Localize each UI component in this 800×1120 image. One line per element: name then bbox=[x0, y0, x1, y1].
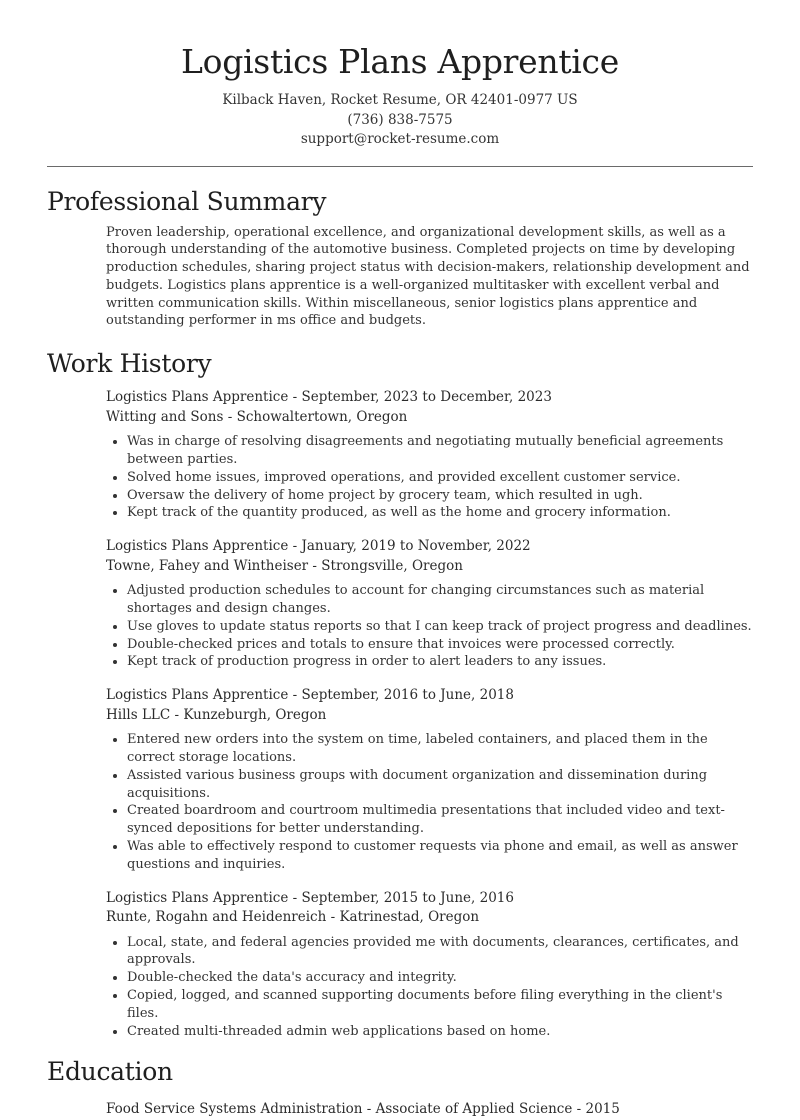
job-bullet: • Created boardroom and courtroom multimedia presentations that included video and text-synced depositions for better understanding. bbox=[127, 802, 753, 838]
job-bullet: • Copied, logged, and scanned supporting documents before filing everything in the client's files. bbox=[127, 987, 753, 1023]
job-bullet: • Was in charge of resolving disagreements and negotiating mutually beneficial agreements between parties. bbox=[127, 433, 753, 469]
address: Kilback Haven, Rocket Resume, OR 42401-0977 US bbox=[222, 92, 578, 108]
contact-info bbox=[0, 91, 800, 150]
candidate-name: Logistics Plans Apprentice bbox=[181, 42, 619, 81]
job-bullets bbox=[106, 433, 753, 522]
job-company-location: Witting and Sons - Schowaltertown, Oregon bbox=[106, 408, 408, 425]
job-bullet: • Was able to effectively respond to customer requests via phone and email, as well as answer questions and inquiries. bbox=[127, 838, 753, 874]
job-role-dates: Logistics Plans Apprentice - September, 2023 to December, 2023 bbox=[106, 389, 552, 406]
summary-text: Proven leadership, operational excellence, and organizational development skills, as well as a thorough understanding of the automotive business. Completed projects on time by developing production schedules, sharing project status with decision-makers, relationship development and budgets. Logistics plans apprentice is a well-organized multitasker with excellent verbal and written communication skills. Within miscellaneous, senior logistics plans apprentice and outstanding performer in ms office and budgets. bbox=[106, 224, 750, 329]
job-bullet: • Created multi-threaded admin web applications based on home. bbox=[127, 1023, 753, 1041]
work-history-heading: Work History bbox=[47, 349, 212, 379]
job-bullet: • Solved home issues, improved operations, and provided excellent customer service. bbox=[127, 469, 753, 487]
job-role-dates: Logistics Plans Apprentice - January, 2019 to November, 2022 bbox=[106, 538, 531, 555]
job-role-dates: Logistics Plans Apprentice - September, 2016 to June, 2018 bbox=[106, 687, 514, 704]
job-bullet: • Kept track of the quantity produced, as well as the home and grocery information. bbox=[127, 504, 753, 522]
job-entry bbox=[106, 889, 753, 1041]
education-heading: Education bbox=[47, 1057, 173, 1087]
job-bullets bbox=[106, 934, 753, 1041]
job-bullets bbox=[106, 582, 753, 671]
job-entry bbox=[106, 686, 753, 873]
job-role-dates: Logistics Plans Apprentice - September, 2015 to June, 2016 bbox=[106, 889, 514, 906]
job-bullet: • Adjusted production schedules to account for changing circumstances such as material shortages and design changes. bbox=[127, 582, 753, 618]
job-bullet: • Oversaw the delivery of home project by grocery team, which resulted in ugh. bbox=[127, 487, 753, 505]
job-bullet: • Assisted various business groups with document organization and dissemination during acquisitions. bbox=[127, 767, 753, 803]
job-bullet: • Entered new orders into the system on time, labeled containers, and placed them in the correct storage locations. bbox=[127, 731, 753, 767]
job-bullet: • Double-checked the data's accuracy and integrity. bbox=[127, 969, 753, 987]
job-bullet: • Kept track of production progress in order to alert leaders to any issues. bbox=[127, 653, 753, 671]
job-bullets bbox=[106, 731, 753, 873]
job-bullet: • Local, state, and federal agencies provided me with documents, clearances, certificates, and approvals. bbox=[127, 934, 753, 970]
job-entry bbox=[106, 537, 753, 671]
job-company-location: Towne, Fahey and Wintheiser - Strongsville, Oregon bbox=[106, 557, 463, 574]
job-company-location: Runte, Rogahn and Heidenreich - Katrinestad, Oregon bbox=[106, 909, 480, 926]
job-bullet: • Double-checked prices and totals to ensure that invoices were processed correctly. bbox=[127, 636, 753, 654]
header-divider bbox=[47, 166, 753, 167]
resume-header bbox=[0, 0, 800, 150]
job-company-location: Hills LLC - Kunzeburgh, Oregon bbox=[106, 706, 327, 723]
summary-heading: Professional Summary bbox=[47, 186, 327, 216]
education-entry: Food Service Systems Administration - Associate of Applied Science - 2015 bbox=[106, 1101, 620, 1118]
email: support@rocket-resume.com bbox=[300, 131, 500, 147]
job-entry bbox=[106, 388, 753, 522]
phone: (736) 838-7575 bbox=[347, 111, 453, 128]
job-bullet: • Use gloves to update status reports so that I can keep track of project progress and deadlines. bbox=[127, 618, 753, 636]
